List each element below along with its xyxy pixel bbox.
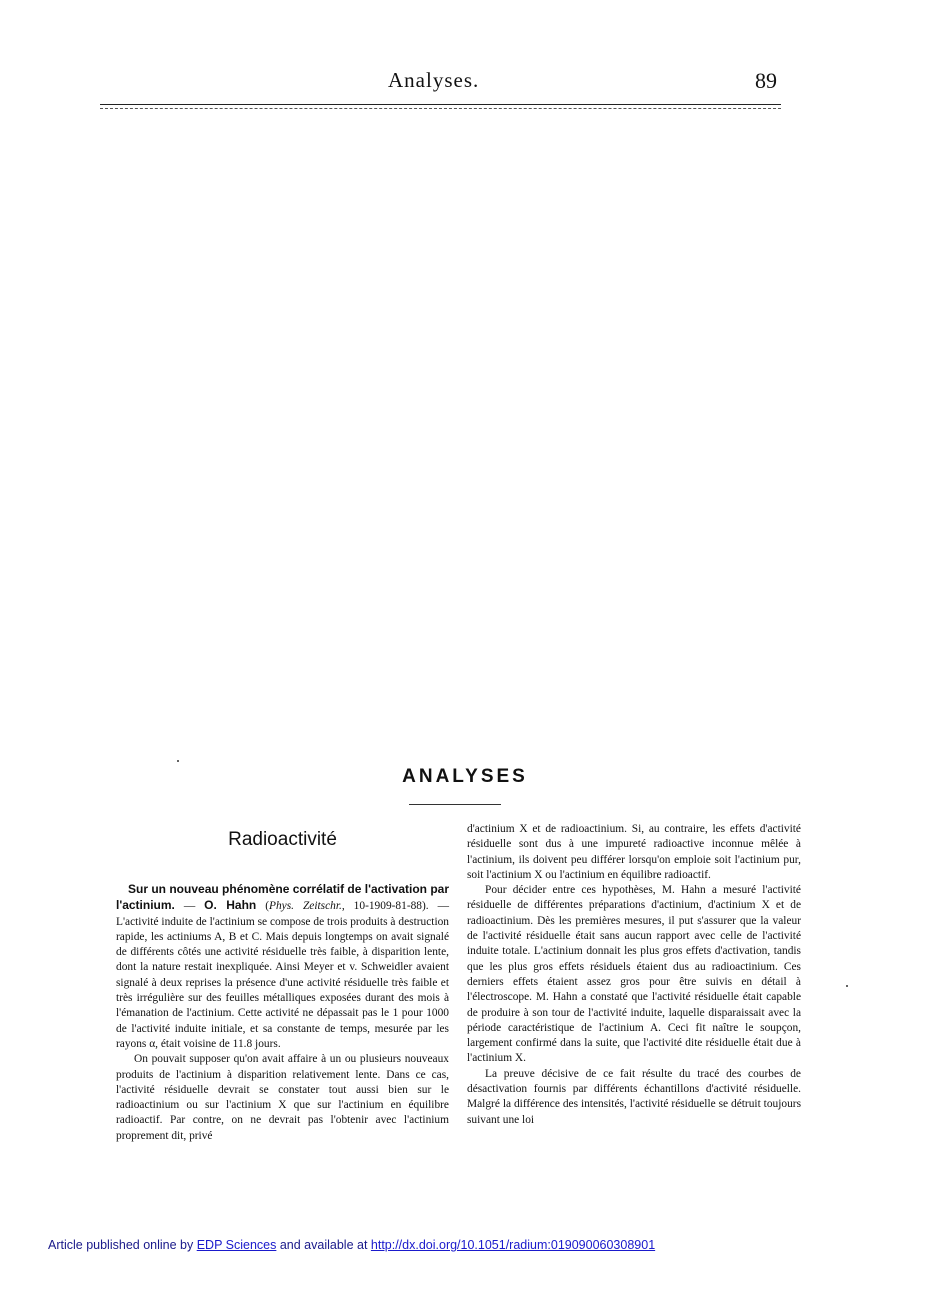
section-heading: ANALYSES <box>402 766 528 787</box>
paragraph-text: L'activité induite de l'actinium se compose de trois produits à destruction rapide, les actiniums A, B et C. Mais depuis longtemps on avait signalé de différents côtés une activité résiduelle très faible, à disparition lente, dont la nature restait inexpliquée. Ainsi Meyer et v. Schweidler avaient signalé à deux reprises la présence d'une activité résiduelle très faible et très irrégulière sur des feuilles métalliques exposées durant des mois à l'émanation de l'actinium. Cette activité ne dépassait pas le 1 pour 1000 de l'activité induite initiale, et sa constante de temps, mesurée par les rayons α, était voisine de 11.8 jours. <box>116 915 449 1050</box>
subsection-title: Radioactivité <box>228 829 337 850</box>
running-title: Analyses. <box>388 68 480 92</box>
paragraph-3: Pour décider entre ces hypothèses, M. Hahn a mesuré l'activité résiduelle de différentes préparations d'actinium, d'actinium X et de radioactinium. Dès les premières mesures, il put s'assurer que la valeur de l'activité résiduelle était sans aucun rapport avec celle de l'activité induite totale. L'actinium donnait les plus gros effets d'activation, tandis que les plus gros effets résiduels étaient dus au radioactinium. Ces derniers effets étaient assez gros pour être suivis en détail à l'électroscope. M. Hahn a constaté que l'activité résiduelle était capable de produire à son tour de l'activité induite, laquelle disparaissait avec la période caractéristique de l'actinium A. Ceci fit naître le soupçon, largement confirmé dans la suite, que l'activité dite résiduelle était due à l'actinium X. <box>467 884 801 1065</box>
print-speck <box>846 985 848 987</box>
source-journal: Phys. Zeitschr., <box>269 900 345 913</box>
source-ref: 10-1909-81-88 <box>353 900 423 913</box>
page-number: 89 <box>755 68 777 93</box>
footer-middle: and available at <box>276 1238 371 1252</box>
section-rule <box>409 804 501 805</box>
footer-prefix: Article published online by <box>48 1238 197 1252</box>
print-speck <box>177 760 179 762</box>
source-close: ). — <box>422 900 449 913</box>
publisher-link[interactable]: EDP Sciences <box>196 1238 277 1252</box>
left-column <box>116 828 449 1144</box>
article-author: O. Hahn <box>204 898 257 913</box>
paragraph-2-start: On pouvait supposer qu'on avait affaire à un ou plusieurs nouveaux produits de l'actinium à disparition relativement lente. Dans ce cas, l'activité résiduelle devrait se constater tout aussi bien sur le radioactinium ou sur l'actinium X que sur l'actinium en équilibre radioactif. Par contre, on ne devrait pas l'obtenir avec l'actinium proprement dit, privé <box>116 1053 449 1142</box>
article-dash: — <box>174 900 205 913</box>
source-open: ( <box>256 900 270 913</box>
header-rule <box>100 104 781 105</box>
doi-link[interactable]: http://dx.doi.org/10.1051/radium:019090060308901 <box>370 1238 656 1252</box>
article-title: Sur un nouveau phénomène corrélatif de l'activation par l'actinium. <box>116 882 449 913</box>
paragraph-2-continued: d'actinium X et de radioactinium. Si, au contraire, les effets d'activité résiduelle sont dus à une impureté radioactive inconnue mêlée à l'actinium, ils doivent peu différer lorsqu'on emploie soit l'actinium pur, soit l'actinium X ou l'actinium en équilibre radioactif. <box>467 823 801 881</box>
right-column <box>467 822 801 1128</box>
paragraph-4: La preuve décisive de ce fait résulte du tracé des courbes de désactivation fournis par différents échantillons d'activité résiduelle. Malgré la différence des intensités, l'activité résiduelle se détruit toujours suivant une loi <box>467 1067 801 1126</box>
header-rule-secondary <box>100 108 781 109</box>
running-head <box>0 68 930 98</box>
article-paragraph <box>116 882 449 1052</box>
publication-footer <box>48 1238 655 1252</box>
